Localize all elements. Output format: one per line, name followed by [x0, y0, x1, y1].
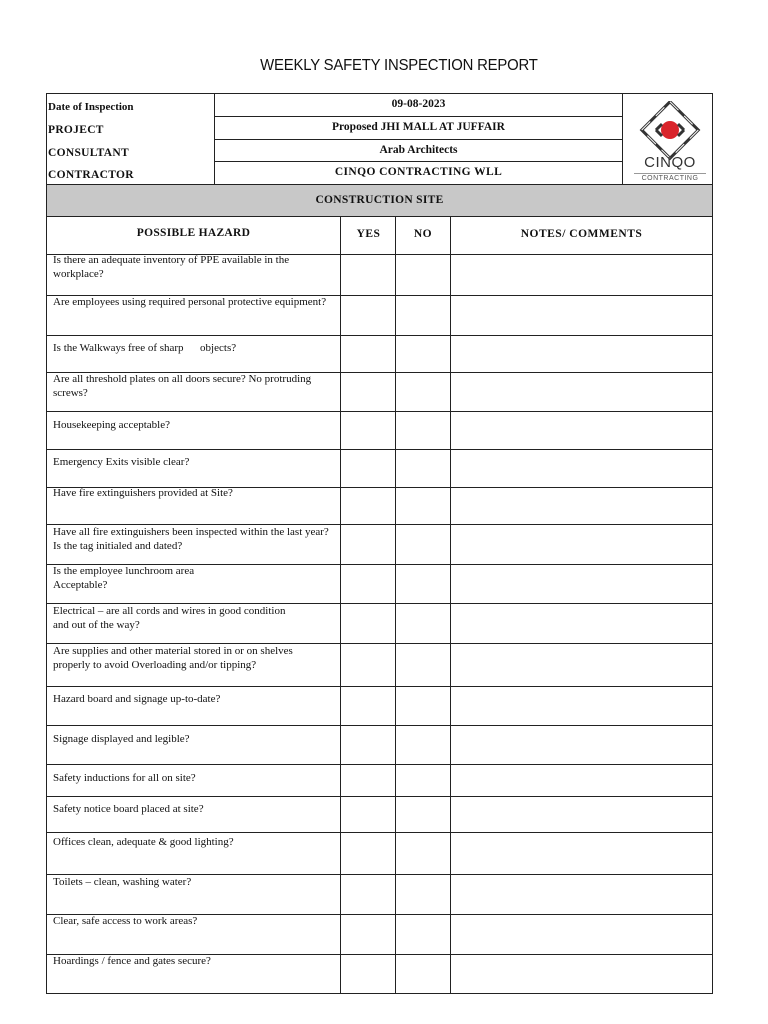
header-row-line — [214, 161, 622, 162]
row-line — [46, 764, 713, 765]
hazard-question: Clear, safe access to work areas? — [53, 915, 198, 927]
label-consultant: CONSULTANT — [48, 147, 129, 159]
col-no: NO — [413, 228, 433, 240]
label-contractor: CONTRACTOR — [48, 169, 134, 181]
col-notes: NOTES/ COMMENTS — [520, 228, 643, 240]
hazard-question: Have fire extinguishers provided at Site? — [53, 487, 233, 499]
hazard-question: Is the employee lunchroom area Acceptable? — [53, 565, 195, 591]
col-hazard: POSSIBLE HAZARD — [136, 227, 251, 239]
hazard-question: Housekeeping acceptable? — [53, 419, 170, 431]
hazard-question: Offices clean, adequate & good lighting? — [53, 836, 234, 848]
col-line-no — [395, 216, 396, 994]
row-line — [46, 796, 713, 797]
cinqo-logo — [634, 101, 706, 183]
row-line — [46, 832, 713, 833]
col-line-notes — [450, 216, 451, 994]
logo-divider — [622, 93, 623, 185]
hazard-question: Are supplies and other material stored in or on shelves properly to avoid Overloading and/or tipping? — [53, 645, 293, 671]
hazard-question: Toilets – clean, washing water? — [53, 876, 192, 888]
row-line — [46, 335, 713, 336]
hazard-question: Emergency Exits visible clear? — [53, 456, 190, 468]
label-date: Date of Inspection — [48, 101, 134, 113]
logo-red-dot — [661, 121, 679, 139]
logo-sub: CONTRACTING — [634, 173, 706, 182]
hazard-question: Are all threshold plates on all doors secure? No protruding screws? — [53, 373, 312, 399]
hazard-question: Electrical – are all cords and wires in good condition and out of the way? — [53, 605, 286, 631]
hazard-question: Signage displayed and legible? — [53, 733, 190, 745]
row-line — [46, 874, 713, 875]
hazard-question: Is there an adequate inventory of PPE available in the workplace? — [53, 254, 290, 280]
row-line — [46, 603, 713, 604]
row-line — [46, 524, 713, 525]
report-title: WEEKLY SAFETY INSPECTION REPORT — [260, 57, 538, 74]
section-title: CONSTRUCTION SITE — [315, 194, 444, 206]
hazard-question: Are employees using required personal protective equipment? — [53, 296, 327, 308]
row-line — [46, 686, 713, 687]
value-contractor: CINQO CONTRACTING WLL — [334, 166, 503, 178]
logo-name: CINQO — [644, 154, 696, 171]
col-yes: YES — [356, 228, 381, 240]
label-project: PROJECT — [48, 124, 104, 136]
header-row-line — [214, 139, 622, 140]
row-line — [46, 643, 713, 644]
value-date: 09-08-2023 — [391, 98, 446, 110]
hazard-question: Hoardings / fence and gates secure? — [53, 955, 211, 967]
section-bottom-line — [46, 216, 713, 217]
value-consultant: Arab Architects — [379, 144, 458, 156]
col-line-yes — [340, 216, 341, 994]
row-line — [46, 725, 713, 726]
hazard-question: Is the Walkways free of sharp objects? — [53, 342, 237, 354]
header-row-line — [214, 116, 622, 117]
hazard-question: Hazard board and signage up-to-date? — [53, 693, 221, 705]
row-line — [46, 411, 713, 412]
hazard-question: Safety notice board placed at site? — [53, 803, 204, 815]
row-line — [46, 449, 713, 450]
hazard-question: Have all fire extinguishers been inspected within the last year? Is the tag initialed and dated? — [53, 526, 329, 552]
hazard-question: Safety inductions for all on site? — [53, 772, 196, 784]
value-project: Proposed JHI MALL AT JUFFAIR — [332, 121, 505, 133]
